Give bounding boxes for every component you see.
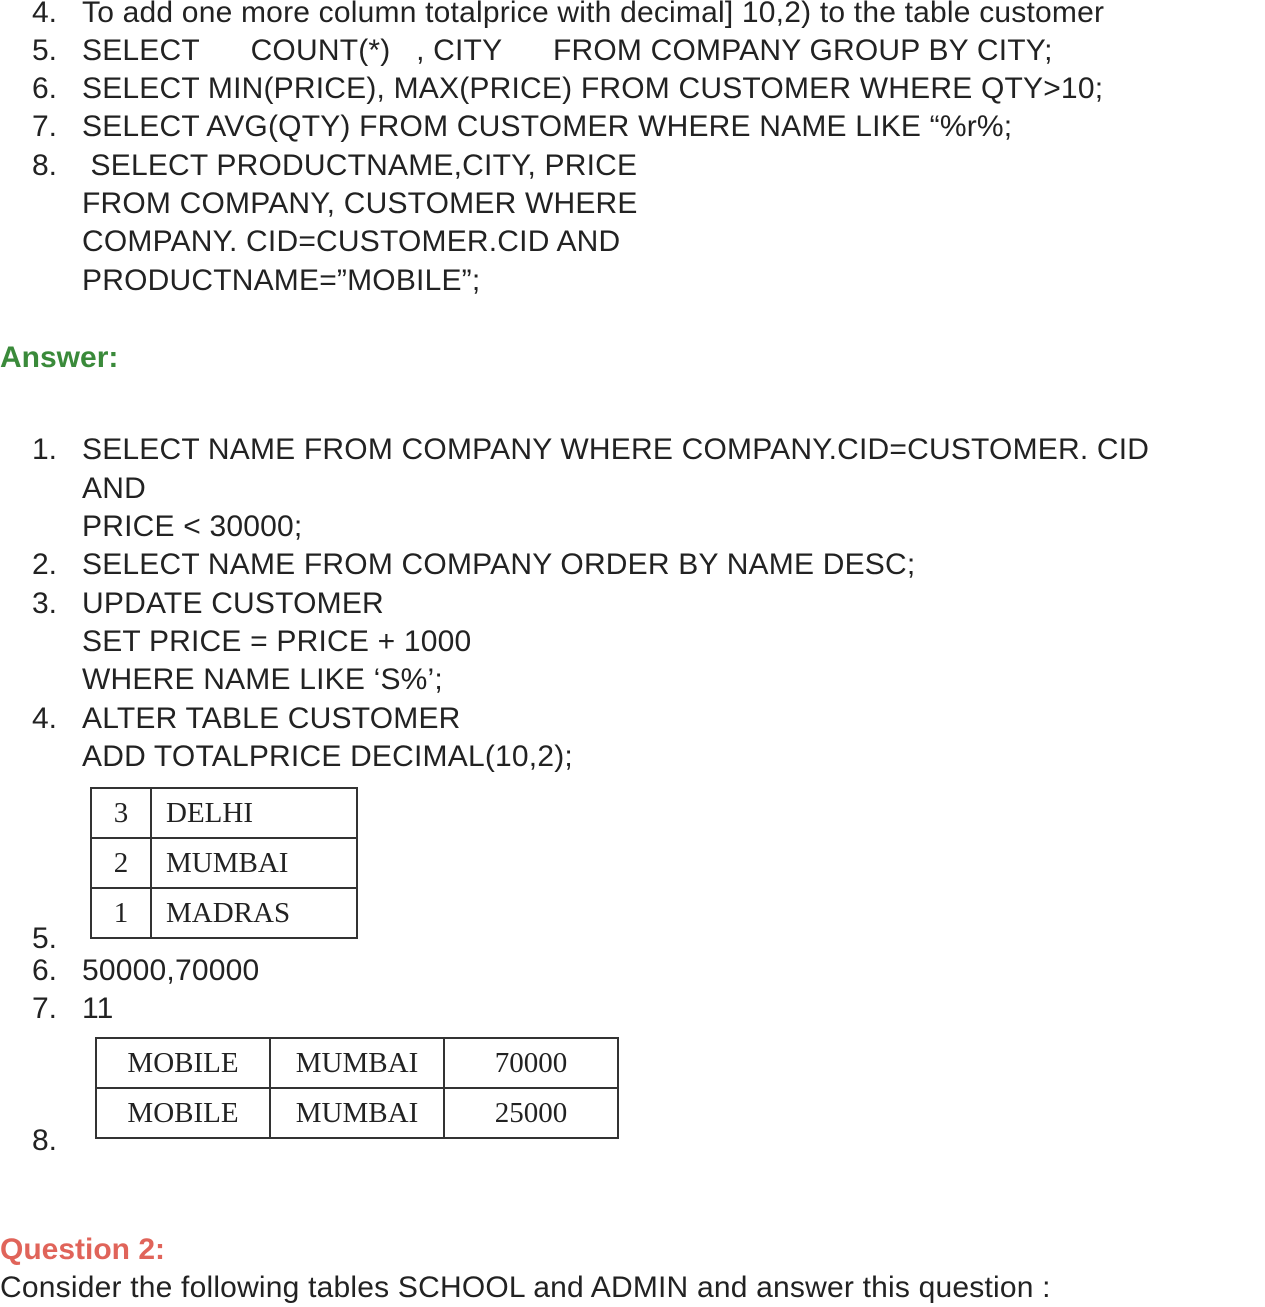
answer-item-text: AND: [82, 472, 146, 505]
question-item-number: 4.: [32, 0, 58, 29]
answer-item-number: 3.: [32, 587, 58, 620]
answer-item-number: 8.: [32, 1124, 58, 1157]
table-cell: 3: [91, 788, 151, 838]
answer-item-text: SELECT NAME FROM COMPANY WHERE COMPANY.CID=CUSTOMER. CID: [82, 433, 1150, 466]
question-item-text: PRODUCTNAME=”MOBILE”;: [82, 264, 481, 297]
answer-item-text: UPDATE CUSTOMER: [82, 587, 384, 620]
answer-item-number: 6.: [32, 954, 58, 987]
question-item-number: 6.: [32, 72, 58, 105]
answer-item-number: 7.: [32, 992, 58, 1025]
answer-item-text: ADD TOTALPRICE DECIMAL(10,2);: [82, 740, 573, 773]
answer-item-number: 5.: [32, 922, 58, 955]
answer-item-text: SELECT NAME FROM COMPANY ORDER BY NAME DESC;: [82, 548, 916, 581]
answer-item-text: ALTER TABLE CUSTOMER: [82, 702, 461, 735]
table-cell: MUMBAI: [151, 838, 357, 888]
table-cell: 1: [91, 888, 151, 938]
table-cell: DELHI: [151, 788, 357, 838]
answer-8-table: [95, 1037, 619, 1139]
question-item-text: COMPANY. CID=CUSTOMER.CID AND: [82, 225, 621, 258]
table-cell: MUMBAI: [270, 1088, 444, 1138]
answer-item-text: PRICE < 30000;: [82, 510, 303, 543]
question-item-text: FROM COMPANY, CUSTOMER WHERE: [82, 187, 638, 220]
question-item-number: 7.: [32, 110, 58, 143]
table-cell: MOBILE: [96, 1038, 270, 1088]
question-2-heading: Question 2:: [0, 1233, 166, 1266]
table-cell: 70000: [444, 1038, 618, 1088]
table-cell: 2: [91, 838, 151, 888]
answer-item-text: 11: [82, 992, 114, 1025]
answer-item-text: 50000,70000: [82, 954, 260, 987]
table-row: [91, 838, 357, 888]
answer-5-table: [90, 787, 358, 939]
table-row: [96, 1088, 618, 1138]
question-item-text: SELECT PRODUCTNAME,CITY, PRICE: [82, 149, 638, 182]
question-2-text: Consider the following tables SCHOOL and ADMIN and answer this question :: [0, 1271, 1051, 1304]
question-item-number: 8.: [32, 149, 58, 182]
question-item-text: SELECT MIN(PRICE), MAX(PRICE) FROM CUSTOMER WHERE QTY>10;: [82, 72, 1104, 105]
answer-item-number: 4.: [32, 702, 58, 735]
table-row: [91, 888, 357, 938]
answer-item-number: 2.: [32, 548, 58, 581]
answer-item-number: 1.: [32, 433, 58, 466]
table-row: [96, 1038, 618, 1088]
answer-item-text: SET PRICE = PRICE + 1000: [82, 625, 472, 658]
answer-item-text: WHERE NAME LIKE ‘S%’;: [82, 663, 443, 696]
table-cell: MUMBAI: [270, 1038, 444, 1088]
question-item-text: SELECT AVG(QTY) FROM CUSTOMER WHERE NAME LIKE “%r%;: [82, 110, 1013, 143]
question-item-text: To add one more column totalprice with decimal] 10,2) to the table customer: [82, 0, 1105, 29]
table-cell: MADRAS: [151, 888, 357, 938]
table-cell: 25000: [444, 1088, 618, 1138]
table-cell: MOBILE: [96, 1088, 270, 1138]
table-row: [91, 788, 357, 838]
question-item-text: SELECT COUNT(*) , CITY FROM COMPANY GROUP BY CITY;: [82, 34, 1053, 67]
answer-heading: Answer:: [0, 341, 119, 374]
question-item-number: 5.: [32, 34, 58, 67]
